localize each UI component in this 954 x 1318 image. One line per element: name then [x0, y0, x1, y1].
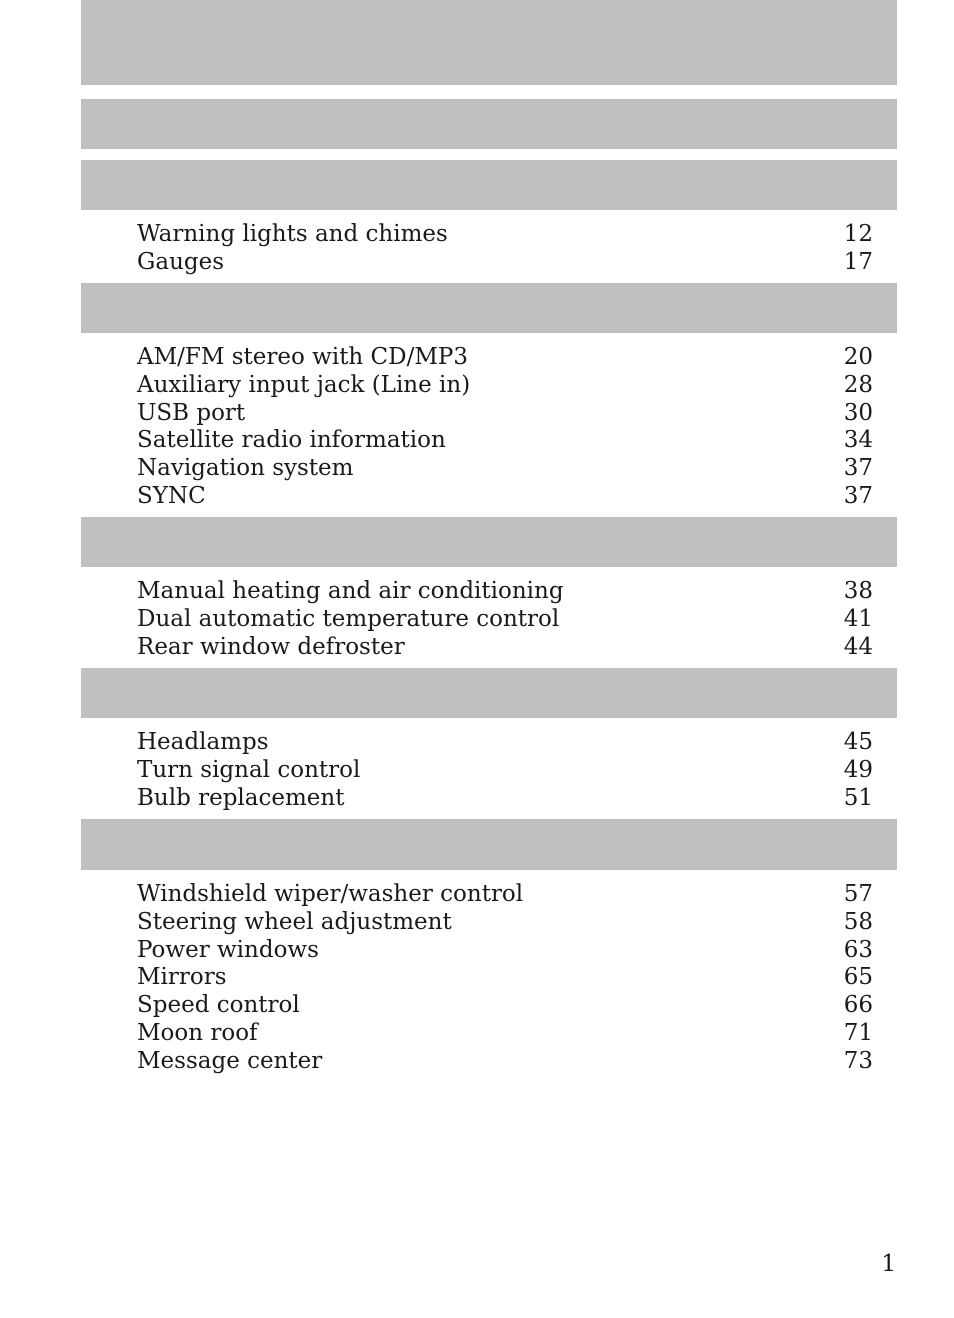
- toc-entry-title: Message center: [137, 1047, 323, 1074]
- toc-entry[interactable]: [137, 483, 873, 511]
- toc-entry[interactable]: [137, 785, 873, 813]
- toc-section-5: [137, 881, 873, 1076]
- toc-entry[interactable]: [137, 578, 873, 606]
- toc-entry-page: 71: [843, 1019, 873, 1046]
- toc-section-1: [137, 221, 873, 277]
- toc-entry[interactable]: [137, 221, 873, 249]
- header-bar-top: [81, 0, 897, 85]
- toc-entry-title: Power windows: [137, 936, 319, 963]
- section-bar-1: [81, 160, 897, 210]
- toc-entry-title: Navigation system: [137, 455, 354, 482]
- toc-entry[interactable]: [137, 937, 873, 965]
- toc-entry-title: Turn signal control: [137, 756, 361, 783]
- toc-entry[interactable]: [137, 249, 873, 277]
- toc-entry-title: Moon roof: [137, 1019, 258, 1046]
- toc-entry-title: Bulb replacement: [137, 784, 345, 811]
- toc-entry-page: 12: [843, 221, 873, 247]
- page-number: 1: [881, 1251, 896, 1277]
- toc-entry-page: 17: [843, 248, 873, 275]
- toc-entry[interactable]: [137, 427, 873, 455]
- toc-section-2: [137, 344, 873, 511]
- toc-entry[interactable]: [137, 881, 873, 909]
- toc-entry-page: 51: [843, 784, 873, 811]
- toc-entry-page: 57: [843, 881, 873, 907]
- toc-entry[interactable]: [137, 372, 873, 400]
- toc-entry-page: 20: [843, 344, 873, 370]
- toc-section-3: [137, 578, 873, 661]
- toc-entry[interactable]: [137, 455, 873, 483]
- toc-entry-page: 34: [843, 427, 873, 454]
- toc-entry-title: Windshield wiper/washer control: [137, 881, 524, 907]
- toc-entry-page: 65: [843, 964, 873, 991]
- toc-entry-page: 30: [843, 399, 873, 426]
- toc-entry[interactable]: [137, 634, 873, 662]
- toc-entry-page: 45: [843, 729, 873, 755]
- toc-section-4: [137, 729, 873, 812]
- toc-entry-title: Satellite radio information: [137, 427, 446, 454]
- section-bar-3: [81, 517, 897, 567]
- toc-entry[interactable]: [137, 964, 873, 992]
- toc-entry-page: 37: [843, 455, 873, 482]
- toc-entry-title: Rear window defroster: [137, 633, 405, 660]
- toc-entry-title: Steering wheel adjustment: [137, 908, 452, 935]
- toc-entry-title: Mirrors: [137, 964, 227, 991]
- toc-entry-page: 37: [843, 482, 873, 509]
- toc-entry[interactable]: [137, 400, 873, 428]
- toc-entry-title: SYNC: [137, 482, 206, 509]
- toc-entry-page: 28: [843, 371, 873, 398]
- toc-entry-page: 66: [843, 992, 873, 1019]
- section-bar-4: [81, 668, 897, 718]
- toc-entry[interactable]: [137, 757, 873, 785]
- toc-entry-page: 63: [843, 936, 873, 963]
- toc-entry-title: Speed control: [137, 992, 300, 1019]
- toc-entry[interactable]: [137, 729, 873, 757]
- toc-entry[interactable]: [137, 344, 873, 372]
- toc-entry[interactable]: [137, 992, 873, 1020]
- toc-entry[interactable]: [137, 606, 873, 634]
- toc-entry[interactable]: [137, 1020, 873, 1048]
- toc-entry-page: 58: [843, 908, 873, 935]
- toc-entry-page: 49: [843, 756, 873, 783]
- toc-entry-page: 41: [843, 605, 873, 632]
- section-bar-5: [81, 819, 897, 870]
- toc-entry-title: Auxiliary input jack (Line in): [137, 371, 471, 398]
- toc-entry[interactable]: [137, 909, 873, 937]
- toc-entry-title: Headlamps: [137, 729, 269, 755]
- toc-entry-page: 44: [843, 633, 873, 660]
- header-bar-2: [81, 99, 897, 149]
- toc-entry-page: 38: [843, 578, 873, 604]
- toc-entry-title: Warning lights and chimes: [137, 221, 448, 247]
- toc-entry-title: Manual heating and air conditioning: [137, 578, 564, 604]
- toc-entry-title: Dual automatic temperature control: [137, 605, 560, 632]
- toc-entry[interactable]: [137, 1048, 873, 1076]
- toc-entry-title: AM/FM stereo with CD/MP3: [137, 344, 469, 370]
- section-bar-2: [81, 283, 897, 333]
- toc-entry-title: Gauges: [137, 248, 225, 275]
- toc-entry-title: USB port: [137, 399, 246, 426]
- toc-entry-page: 73: [843, 1047, 873, 1074]
